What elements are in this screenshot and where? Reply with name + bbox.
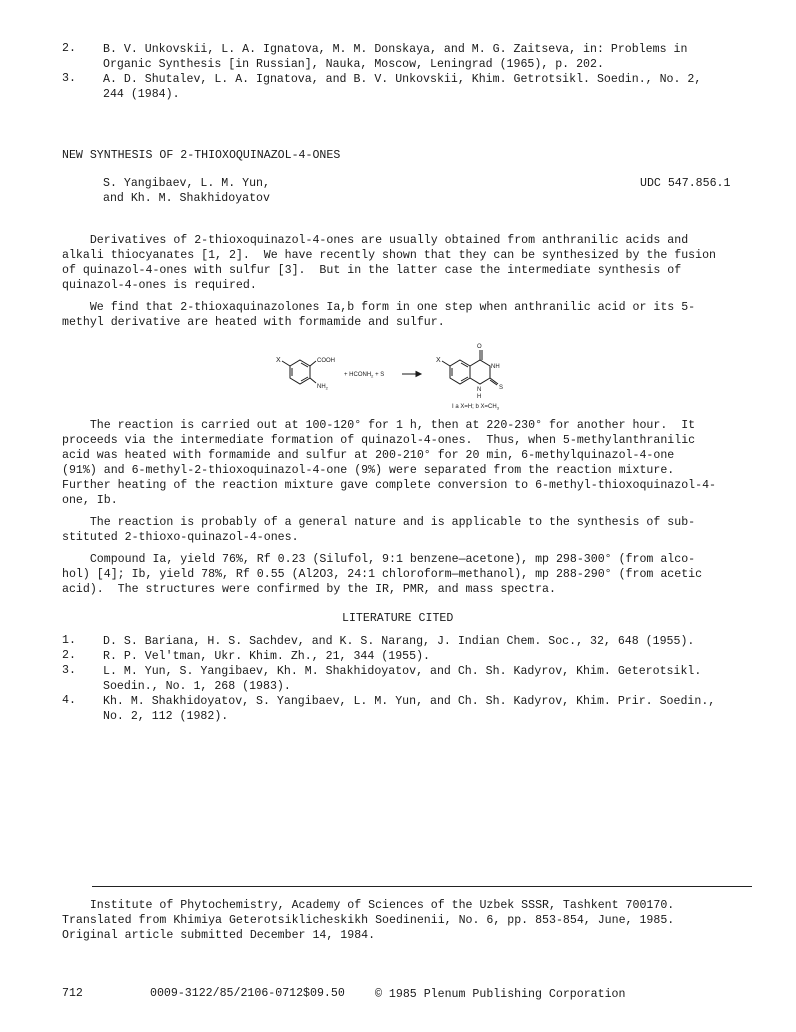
scheme-nh2: $NH_2$ bbox=[317, 384, 328, 391]
reaction-scheme bbox=[256, 338, 556, 410]
ref-number: 2. bbox=[62, 649, 76, 662]
literature-heading: LITERATURE CITED bbox=[342, 612, 454, 625]
ref-text: D. S. Bariana, H. S. Sachdev, and K. S. Narang, J. Indian Chem. Soc., 32, 648 (1955). bbox=[103, 635, 695, 648]
ref-text: A. D. Shutalev, L. A. Ignatova, and B. V. Unkovskii, Khim. Getrotsikl. Soedin., No. 2, bbox=[103, 73, 702, 86]
text-line: Compound Ia, yield 76%, Rf 0.23 (Silufol, 9:1 benzene—acetone), mp 298-300° (from alco- bbox=[62, 553, 696, 566]
ref-text: B. V. Unkovskii, L. A. Ignatova, M. M. Donskaya, and M. G. Zaitseva, in: Problems in bbox=[103, 43, 688, 56]
scheme-hydrogen: H bbox=[477, 394, 482, 400]
scheme-sulfur: S bbox=[499, 385, 504, 391]
ref-number: 3. bbox=[62, 72, 76, 85]
ref-text: Kh. M. Shakhidoyatov, S. Yangibaev, L. M. Yun, and Ch. Sh. Kadyrov, Khim. Prir. Soedin., bbox=[103, 695, 716, 708]
ref-number: 2. bbox=[62, 42, 76, 55]
journal-code: 0009-3122/85/2106-0712$09.50 bbox=[150, 987, 345, 1000]
footnote-divider bbox=[92, 886, 752, 887]
ref-text: Organic Synthesis [in Russian], Nauka, Moscow, Leningrad (1965), p. 202. bbox=[103, 58, 604, 71]
ref-number: 3. bbox=[62, 664, 76, 677]
text-line: Further heating of the reaction mixture gave complete conversion to 6-methyl-thioxoquinazol-4- bbox=[62, 479, 716, 492]
text-line: one, Ib. bbox=[62, 494, 118, 507]
text-line: acid was heated with formamide and sulfur at 200-210° for 20 min, 6-methylquinazol-4-one bbox=[62, 449, 675, 462]
ref-number: 1. bbox=[62, 634, 76, 647]
text-line: hol) [4]; Ib, yield 78%, Rf 0.55 (Al2O3, 24:1 chloroform—methanol), mp 288-290° (from acetic bbox=[62, 568, 703, 581]
scheme-reagents: + $HCONH_2 + S$ bbox=[344, 372, 385, 379]
ref-text: 244 (1984). bbox=[103, 88, 180, 101]
copyright-notice: © 1985 Plenum Publishing Corporation bbox=[375, 988, 626, 1001]
footnote-line: Original article submitted December 14, 1984. bbox=[62, 929, 376, 942]
scheme-caption: I a X=H; b $X=CH_3$ bbox=[452, 404, 499, 410]
scheme-x-left: X bbox=[276, 357, 281, 364]
authors-line-2: and Kh. M. Shakhidoyatov bbox=[103, 192, 270, 205]
text-line: Derivatives of 2-thioxoquinazol-4-ones are usually obtained from anthranilic acids and bbox=[62, 234, 689, 247]
text-line: acid). The structures were confirmed by the IR, PMR, and mass spectra. bbox=[62, 583, 556, 596]
text-line: The reaction is carried out at 100-120° for 1 h, then at 220-230° for another hour. It bbox=[62, 419, 696, 432]
anthranilic-acid-ring bbox=[282, 360, 316, 384]
scheme-cooh: COOH bbox=[317, 358, 335, 364]
footnote-line: Institute of Phytochemistry, Academy of Sciences of the Uzbek SSSR, Tashkent 700170. bbox=[62, 899, 675, 912]
scheme-x-right: X bbox=[436, 357, 441, 364]
text-line: quinazol-4-ones is required. bbox=[62, 279, 257, 292]
ref-text: No. 2, 112 (1982). bbox=[103, 710, 229, 723]
text-line: methyl derivative are heated with formamide and sulfur. bbox=[62, 316, 445, 329]
scheme-oxygen: O bbox=[477, 344, 482, 350]
quinazolinone-rings bbox=[442, 350, 498, 385]
text-line: (91%) and 6-methyl-2-thioxoquinazol-4-one (9%) were separated from the reaction mixture. bbox=[62, 464, 675, 477]
text-line: of quinazol-4-ones with sulfur [3]. But in the latter case the intermediate synthesis of bbox=[62, 264, 682, 277]
udc-code: UDC 547.856.1 bbox=[640, 177, 731, 190]
text-line: The reaction is probably of a general nature and is applicable to the synthesis of sub- bbox=[62, 516, 696, 529]
text-line: stituted 2-thioxo-quinazol-4-ones. bbox=[62, 531, 299, 544]
reaction-arrow-icon bbox=[402, 372, 421, 377]
ref-text: Soedin., No. 1, 268 (1983). bbox=[103, 680, 291, 693]
scheme-nh: NH bbox=[491, 364, 500, 370]
article-title: NEW SYNTHESIS OF 2-THIOXOQUINAZOL-4-ONES bbox=[62, 149, 341, 162]
scheme-nitrogen: N bbox=[477, 387, 482, 393]
authors-line-1: S. Yangibaev, L. M. Yun, bbox=[103, 177, 270, 190]
ref-text: L. M. Yun, S. Yangibaev, Kh. M. Shakhidoyatov, and Ch. Sh. Kadyrov, Khim. Geterotsikl. bbox=[103, 665, 702, 678]
text-line: alkali thiocyanates [1, 2]. We have recently shown that they can be synthesized by the fusion bbox=[62, 249, 716, 262]
text-line: We find that 2-thioxaquinazolones Ia,b form in one step when anthranilic acid or its 5- bbox=[62, 301, 696, 314]
ref-text: R. P. Vel'tman, Ukr. Khim. Zh., 21, 344 (1955). bbox=[103, 650, 430, 663]
ref-number: 4. bbox=[62, 694, 76, 707]
text-line: proceeds via the intermediate formation of quinazol-4-ones. Thus, when 5-methylanthranilic bbox=[62, 434, 696, 447]
footnote-line: Translated from Khimiya Geterotsiklicheskikh Soedinenii, No. 6, pp. 853-854, June, 1985. bbox=[62, 914, 675, 927]
page-number: 712 bbox=[62, 987, 83, 1000]
